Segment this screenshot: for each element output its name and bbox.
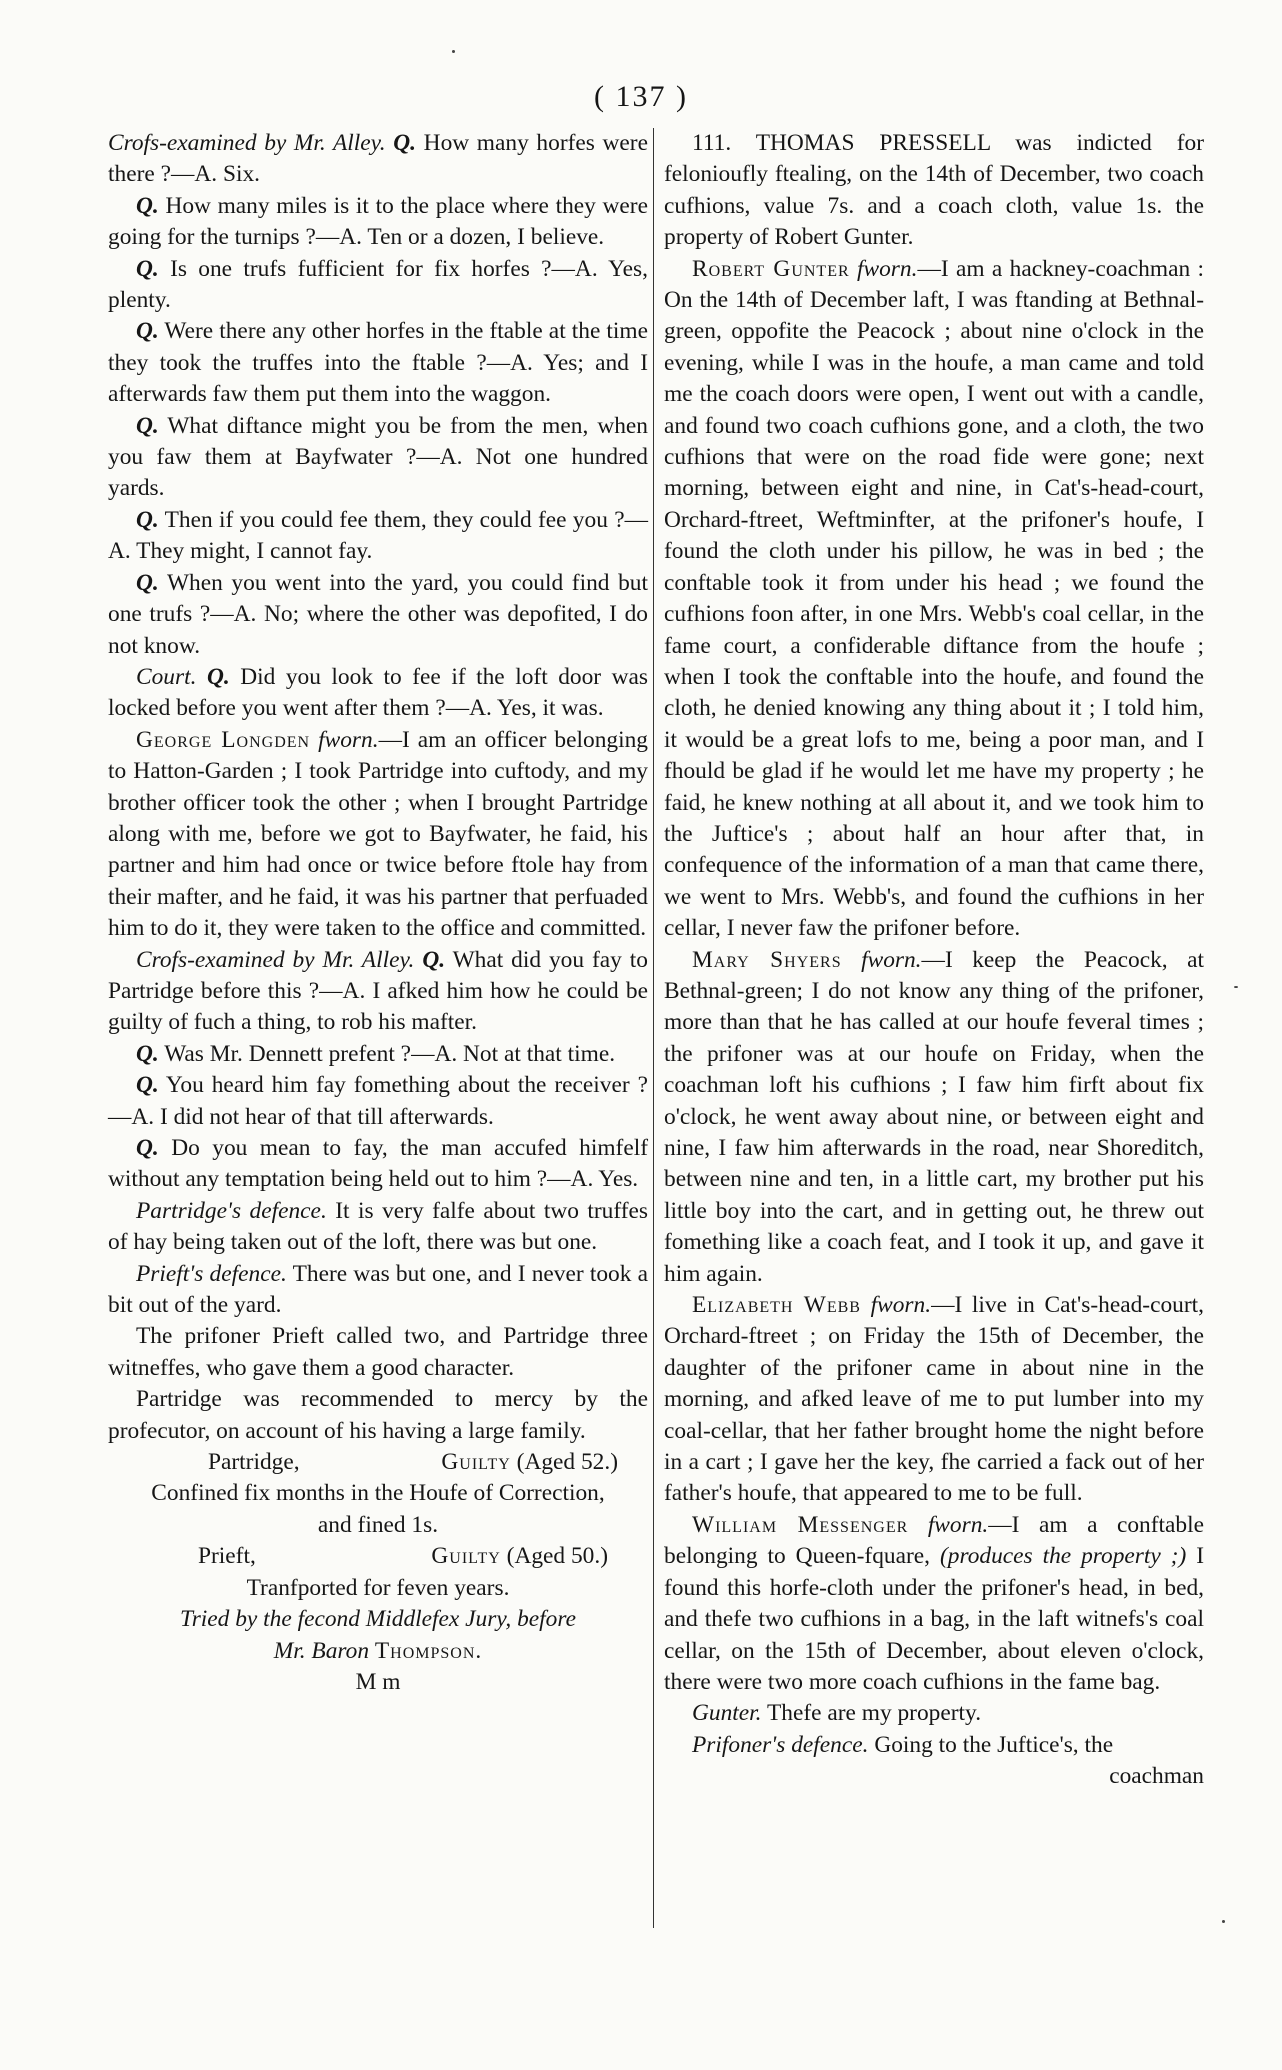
age: (Aged 50.) [506, 1543, 608, 1570]
defence-paragraph [664, 1730, 1204, 1761]
witness-paragraph [664, 1290, 1204, 1510]
witnesses-paragraph: The prifoner Prieft called two, and Partridge three witneffes, who gave them a good character. [108, 1323, 648, 1381]
paragraph-text: What diftance might you be from the men, when you faw them at Bayfwater ?—A. Not one hundred yards. [108, 412, 648, 502]
paragraph-text: —I am a hackney-coachman : On the 14th of December laft, I was ftanding at Bethnal-green, oppofite the Peacock ; about nine o'clock in the evening, while I was in the houfe, a man came and told me the coach doors were open, I went out with a candle, and found two coach cufhions gone, and a cloth, the two cufhions that were on the road fide were gone; next morning, between eight and nine, in Cat's-head-court, Orchard-ftreet, Weftminfter, at the prifoner's houfe, I found the cloth under his pillow, he was in bed ; the conftable took it from under his head ; we found the cufhions foon after, in one Mrs. Webb's coal cellar, in the fame court, a confiderable diftance from the houfe ; when I took the conftable into the houfe, and found the cloth, he denied knowing any thing about it ; I told him, it would be a great lofs to me, being a poor man, and I fhould be glad if he would let me have my property ; he faid, he knew nothing at all about it, and we took him to the Juftice's ; about half an hour after that, in confequence of the information of a man that came there, we went to Mrs. Webb's, and found the cufhions in her cellar, I never faw the prifoner before. [664, 255, 1204, 942]
question-paragraph: Q. Then if you could fee them, they could fee you ?—A. They might, I cannot fay. [108, 506, 648, 565]
cross-exam-heading: Crofs-examined by Mr. Alley. [108, 130, 386, 156]
prosecutor-statement [664, 1698, 1204, 1729]
court-paragraph: Court. Q. Did you look to fee if the loft door was locked before you went after them ?—A. Yes, it was. [108, 663, 648, 722]
stage-direction: (produces the property ;) [939, 1543, 1187, 1570]
column-rule [653, 128, 654, 1928]
verdict-line [108, 1541, 648, 1572]
page-number: ( 137 ) [594, 80, 688, 113]
paragraph-text: —I keep the Peacock, at Bethnal-green; I do not know any thing of the prifoner, more than that he has called at our houfe feveral times ; the prifoner was at our houfe on Friday, when the coachman loft his cufhions ; I faw him firft about fix o'clock, he went away about nine, or between eight and nine, I faw him afterwards in the road, near Shoreditch, between nine and ten, in a little cart, my brother put his little boy into the cart, and in getting out, he threw out fomething like a coach feat, and I took it up, and gave it him again. [664, 946, 1204, 1287]
mercy-paragraph: Partridge was recommended to mercy by the profecutor, on account of his having a large family. [108, 1386, 648, 1444]
verdict-line [108, 1447, 648, 1478]
paragraph-text: Going to the Juftice's, the [874, 1731, 1114, 1758]
verdict: Guilty [431, 1543, 501, 1570]
cross-exam-paragraph: Crofs-examined by Mr. Alley. Q. What did you fay to Partridge before this ?—A. I afked him how he could be guilty of fuch a thing, to rob his mafter. [108, 946, 648, 1036]
indictment-paragraph [664, 128, 1204, 254]
paragraph-text: I found this horfe-cloth under the prifoner's head, in bed, and thefe two cufhions in a bag, in the laft witnefs's coal cellar, on the 15th of December, about eleven o'clock, there were two more coach cufhions in the fame bag. [664, 1543, 1204, 1695]
question-paragraph: Q. Is one trufs fufficient for fix horfes ?—A. Yes, plenty. [108, 255, 648, 314]
left-column [108, 128, 648, 1698]
witness-paragraph [664, 1510, 1204, 1698]
sworn-label: fworn. [318, 726, 379, 753]
defendant-name: Prieft, [198, 1543, 256, 1570]
paragraph-text: Were there any other horfes in the ftable at the time they took the truffes into the ftable ?—A. Yes; and I afterwards faw them put them into the waggon. [108, 318, 648, 408]
paragraph-text: It is very falfe about two truffes of hay being taken out of the loft, there was but one. [108, 1197, 648, 1256]
age: (Aged 52.) [516, 1449, 618, 1476]
question-paragraph: Q. What diftance might you be from the men, when you faw them at Bayfwater ?—A. Not one hundred yards. [108, 412, 648, 502]
witness-name: George Longden [136, 726, 311, 753]
sworn-label: fworn. [861, 946, 922, 973]
sworn-label: fworn. [857, 255, 918, 282]
sworn-label: fworn. [870, 1292, 932, 1319]
catchword: coachman [1109, 1763, 1204, 1790]
defence-paragraph [108, 1259, 648, 1322]
cross-exam-paragraph [108, 128, 648, 191]
paragraph-text: —I am an officer belonging to Hatton-Garden ; I took Partridge into cuftody, and my brother officer took the other ; when I brought Partridge along with me, before we got to Bayfwater, he faid, his partner and him had once or twice before ftole hay from their mafter, and he faid, it was his partner that perfuaded him to do it, they were taken to the office and committed. [108, 726, 648, 942]
paragraph-text: How many miles is it to the place where they were going for the turnips ?—A. Ten or a dozen, I believe. [108, 192, 648, 251]
signature-mark: M m [355, 1668, 401, 1695]
ink-speck [1234, 986, 1238, 988]
paragraph-text: There was but one, and I never took a bit out of the yard. [108, 1260, 648, 1319]
verdict: Guilty [441, 1449, 511, 1476]
witness-name: Robert Gunter [692, 255, 850, 282]
sworn-label: fworn. [927, 1511, 989, 1538]
case-number: 111. [692, 130, 732, 156]
defence-heading: Partridge's defence. [136, 1197, 327, 1224]
witness-name: Mary Shyers [692, 946, 842, 973]
paragraph-text: What did you fay to Partridge before this ?—A. I afked him how he could be guilty of fuch a thing, to rob his mafter. [108, 946, 648, 1036]
jury-line: Tried by the fecond Middlefex Jury, before [179, 1606, 576, 1633]
ink-speck [1222, 1920, 1225, 1923]
witness-paragraph [664, 945, 1204, 1290]
sentence: Confined fix months in the Houfe of Correction, [151, 1480, 605, 1507]
defendant-name: Partridge, [208, 1449, 300, 1476]
question-paragraph: Q. When you went into the yard, you could find but one trufs ?—A. No; where the other was depofited, I do not know. [108, 569, 648, 659]
paragraph-text: Then if you could fee them, they could fee you ?—A. They might, I cannot fay. [108, 506, 648, 565]
paragraph-text: Was Mr. Dennett prefent ?—A. Not at that time. [164, 1040, 616, 1067]
paragraph-text: —I am a conftable belonging to Queen-fquare, [664, 1511, 1204, 1570]
witness-name: Elizabeth Webb [692, 1292, 861, 1319]
paragraph-text: Did you look to fee if the loft door was locked before you went after them ?—A. Yes, it was. [108, 663, 648, 722]
paragraph-text: was indicted for felonioufly ftealing, on the 14th of December, two coach cufhions, value 7s. and a coach cloth, value 1s. the property of Robert Gunter. [664, 130, 1204, 251]
paragraph-text: You heard him fay fomething about the receiver ?—A. I did not hear of that till afterwards. [108, 1072, 648, 1130]
judge-name: Thompson. [374, 1637, 483, 1664]
witness-paragraph [664, 254, 1204, 945]
right-column [664, 128, 1204, 1793]
judge-title: Mr. Baron [273, 1637, 370, 1664]
paragraph-text: When you went into the yard, you could find but one trufs ?—A. No; where the other was depofited, I do not know. [108, 569, 648, 659]
paragraph-text: —I live in Cat's-head-court, Orchard-ftreet ; on Friday the 15th of December, the daughter of the prifoner came in about nine in the morning, and afked leave of me to put lumber into my coal-cellar, that her father brought home the night before in a cart ; I gave her the key, fhe carried a fack out of her father's houfe, that appeared to me to be full. [664, 1292, 1204, 1507]
judge-line [108, 1636, 648, 1667]
paragraph-text: Is one trufs fufficient for fix horfes ?—A. Yes, plenty. [108, 255, 648, 314]
ink-speck [452, 50, 455, 53]
court-heading: Court. [136, 663, 197, 690]
defence-heading: Prifoner's defence. [692, 1731, 869, 1758]
speaker-heading: Gunter. [692, 1700, 762, 1727]
question-paragraph: Q. Were there any other horfes in the ftable at the time they took the truffes into the ftable ?—A. Yes; and I afterwards faw them put them into the waggon. [108, 318, 648, 408]
defence-paragraph [108, 1196, 648, 1259]
question-paragraph: Q. You heard him fay fomething about the receiver ?—A. I did not hear of that till afterwards. [108, 1072, 648, 1130]
paragraph-text: Thefe are my property. [766, 1700, 982, 1727]
paragraph-text: How many horfes were there ?—A. Six. [108, 130, 648, 188]
witness-paragraph [108, 725, 648, 945]
paragraph-text: Do you mean to fay, the man accufed himfelf without any temptation being held out to him ?—A. Yes. [108, 1135, 648, 1193]
cross-exam-heading: Crofs-examined by Mr. Alley. [136, 946, 415, 973]
defence-heading: Prieft's defence. [136, 1260, 287, 1287]
sentence: and fined 1s. [317, 1511, 439, 1538]
question-paragraph: Q. How many miles is it to the place where they were going for the turnips ?—A. Ten or a dozen, I believe. [108, 192, 648, 251]
question-paragraph: Q. Was Mr. Dennett prefent ?—A. Not at that time. [136, 1040, 616, 1067]
defendant-name: THOMAS PRESSELL [755, 130, 991, 156]
witness-name: William Messenger [692, 1511, 909, 1538]
question-paragraph: Q. Do you mean to fay, the man accufed himfelf without any temptation being held out to him ?—A. Yes. [108, 1135, 648, 1193]
question-mark: Q. [393, 130, 417, 156]
sentence: Tranfported for feven years. [246, 1574, 510, 1601]
